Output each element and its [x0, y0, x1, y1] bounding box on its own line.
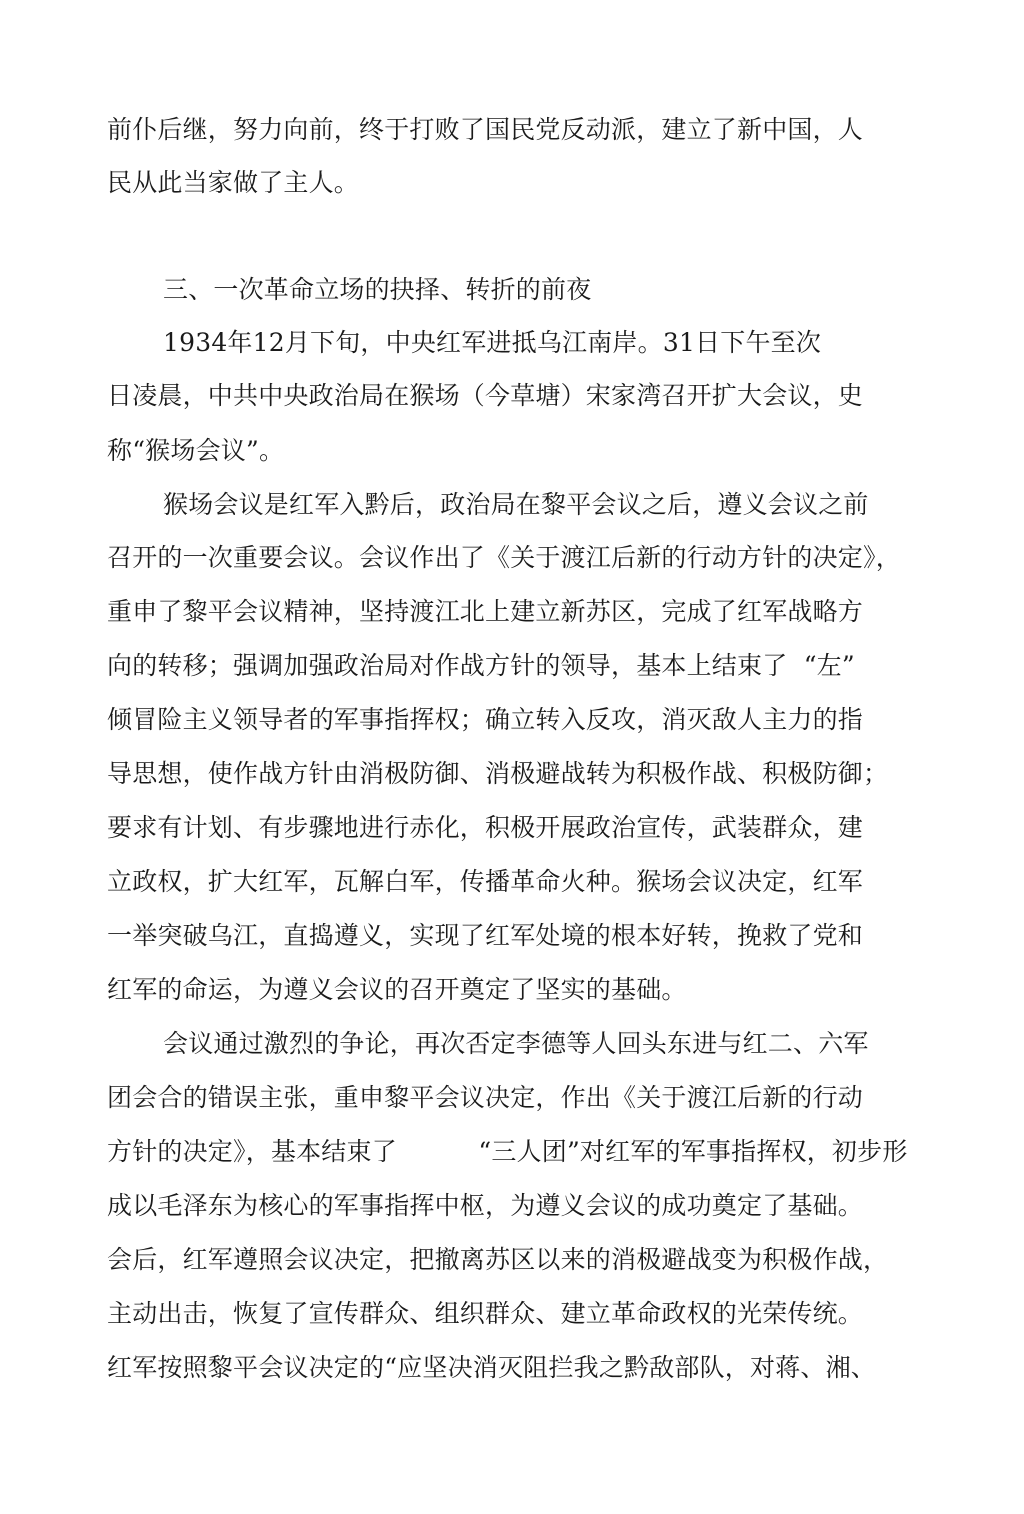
text-line: 团会合的错误主张，重申黎平会议决定，作出《关于渡江后新的行动: [107, 1083, 864, 1112]
text-line: 1934年12月下旬，中央红军进抵乌江南岸。31日下午至次: [163, 328, 822, 357]
text-line: 称“猴场会议”。: [107, 436, 285, 465]
text-line: 前仆后继，努力向前，终于打败了国民党反动派，建立了新中国，人: [107, 115, 864, 144]
text-line: 日凌晨，中共中央政治局在猴场（今草塘）宋家湾召开扩大会议，史: [107, 381, 864, 410]
text-line: 成以毛泽东为核心的军事指挥中枢，为遵义会议的成功奠定了基础。: [107, 1191, 864, 1220]
text-line: 主动出击，恢复了宣传群众、组织群众、建立革命政权的光荣传统。: [107, 1299, 864, 1328]
text-line: 倾冒险主义领导者的军事指挥权；确立转入反攻，消灭敌人主力的指: [107, 705, 864, 734]
text-line: 民从此当家做了主人。: [107, 168, 360, 197]
text-line: 召开的一次重要会议。会议作出了《关于渡江后新的行动方针的决定》，: [107, 543, 901, 572]
text-line: 会后，红军遵照会议决定，把撤离苏区以来的消极避战变为积极作战，: [107, 1245, 889, 1274]
text-line: 要求有计划、有步骤地进行赤化，积极开展政治宣传，武装群众，建: [107, 813, 864, 842]
text-line: 导思想，使作战方针由消极防御、消极避战转为积极作战、积极防御；: [107, 759, 889, 788]
text-line: 红军按照黎平会议决定的“应坚决消灭阻拦我之黔敌部队，对蒋、湘、: [107, 1353, 876, 1382]
text-line: 向的转移；强调加强政治局对作战方针的领导，基本上结束了 “左”: [107, 651, 855, 680]
text-line: 红军的命运，为遵义会议的召开奠定了坚实的基础。: [107, 975, 687, 1004]
text-line: 一举突破乌江，直捣遵义，实现了红军处境的根本好转，挽救了党和: [107, 921, 864, 950]
text-line: 立政权，扩大红军，瓦解白军，传播革命火种。猴场会议决定，红军: [107, 867, 864, 896]
text-line: 会议通过激烈的争论，再次否定李德等人回头东进与红二、六军: [163, 1029, 869, 1058]
text-line: 方针的决定》，基本结束了 “三人团”对红军的军事指挥权，初步形: [107, 1137, 908, 1166]
section-heading: 三、一次革命立场的抉择、转折的前夜: [163, 275, 592, 304]
text-line: 重申了黎平会议精神，坚持渡江北上建立新苏区，完成了红军战略方: [107, 597, 864, 626]
text-line: 猴场会议是红军入黔后，政治局在黎平会议之后，遵义会议之前: [163, 490, 869, 519]
